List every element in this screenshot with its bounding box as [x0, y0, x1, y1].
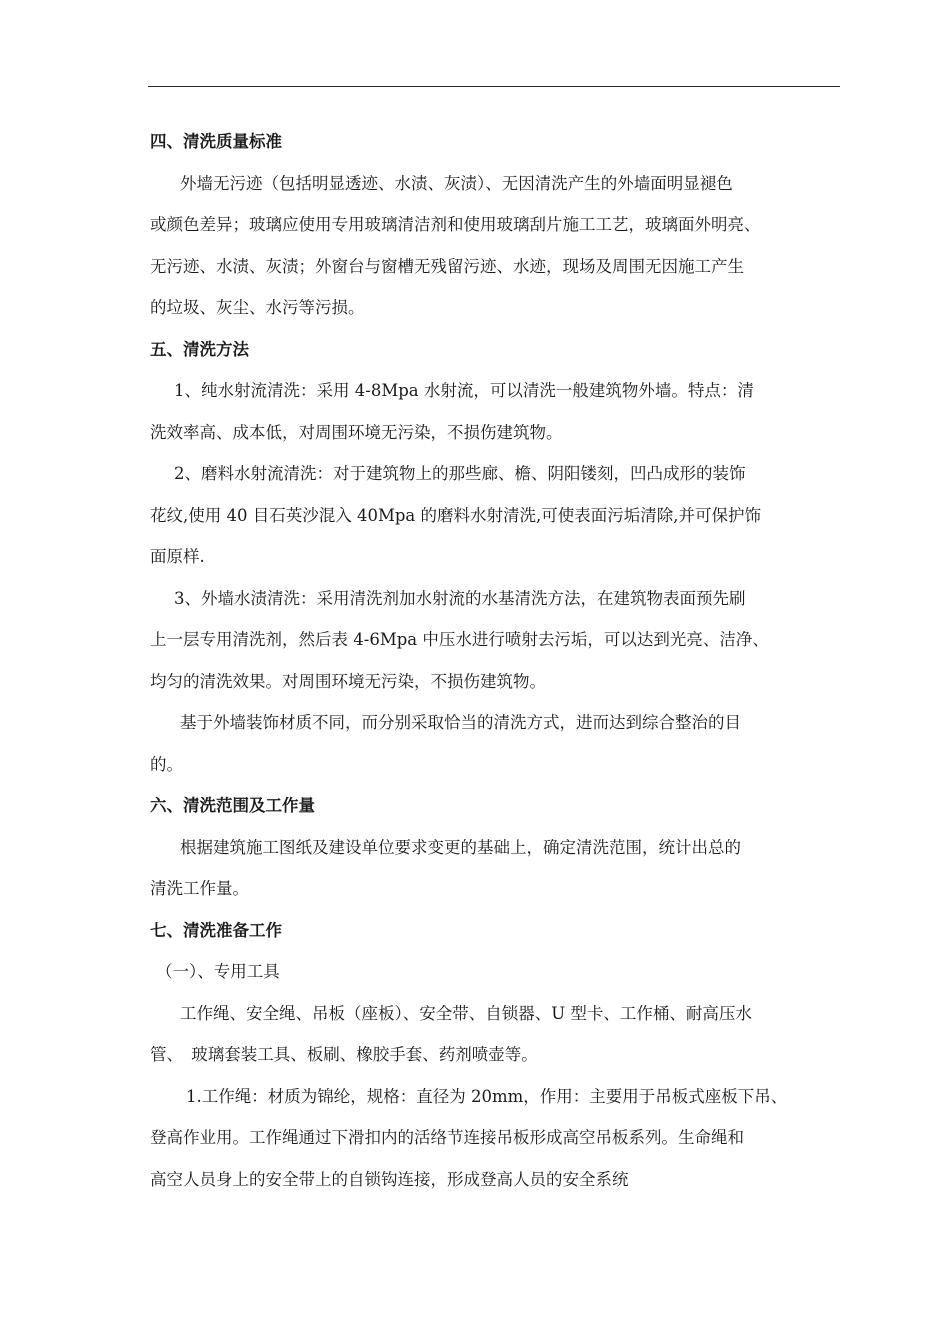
text-line: 上一层专用清洗剂，然后表 4-6Mpa 中压水进行喷射去污垢，可以达到光亮、洁净、 [150, 630, 769, 649]
text-line: 无污迹、水渍、灰渍；外窗台与窗槽无残留污迹、水迹，现场及周围无因施工产生 [150, 256, 744, 276]
text-line: 的垃圾、灰尘、水污等污损。 [150, 298, 365, 317]
text-line: 清洗工作量。 [150, 879, 249, 898]
text-line: 1.工作绳：材质为锦纶，规格：直径为 20mm，作用：主要用于吊板式座板下吊、 [186, 1086, 788, 1106]
text-line: 高空人员身上的安全带上的自锁钩连接，形成登高人员的安全系统 [150, 1169, 629, 1189]
text-line: 根据建筑施工图纸及建设单位要求变更的基础上，确定清洗范围，统计出总的 [180, 837, 741, 857]
text-line: 面原样. [150, 547, 205, 566]
text-line: 或颜色差异；玻璃应使用专用玻璃清洁剂和使用玻璃刮片施工工艺，玻璃面外明亮、 [150, 215, 761, 234]
text-line: 的。 [150, 754, 183, 774]
section-heading: 六、清洗范围及工作量 [150, 796, 315, 815]
section-heading: 四、清洗质量标准 [150, 132, 282, 151]
text-line: 工作绳、安全绳、吊板（座板）、安全带、自锁器、U 型卡、工作桶、耐高压水 [180, 1003, 752, 1023]
text-line: 均匀的清洗效果。对周围环境无污染，不损伤建筑物。 [150, 671, 546, 691]
text-line: 2、磨料水射流清洗：对于建筑物上的那些廊、檐、阴阳镂刻，凹凸成形的装饰 [174, 464, 746, 483]
header-rule [148, 86, 840, 87]
text-line: （一）、专用工具 [156, 962, 280, 981]
text-line: 3、外墙水渍清洗：采用清洗剂加水射流的水基清洗方法，在建筑物表面预先刷 [174, 588, 746, 608]
text-line: 基于外墙装饰材质不同，而分别采取恰当的清洗方式，进而达到综合整治的目 [180, 713, 741, 732]
text-line: 1、纯水射流清洗：采用 4-8Mpa 水射流，可以清洗一般建筑物外墙。特点：清 [174, 381, 754, 400]
document-body [150, 121, 840, 1200]
section-heading: 七、清洗准备工作 [150, 920, 282, 940]
text-line: 管、 玻璃套装工具、板刷、橡胶手套、药剂喷壶等。 [150, 1045, 538, 1064]
section-heading: 五、清洗方法 [150, 339, 249, 359]
text-line: 花纹,使用 40 目石英沙混入 40Mpa 的磨料水射清洗,可使表面污垢清除,并可保护饰 [150, 505, 761, 525]
text-line: 登高作业用。工作绳通过下滑扣内的活络节连接吊板形成高空吊板系列。生命绳和 [150, 1128, 744, 1147]
text-line: 洗效率高、成本低，对周围环境无污染，不损伤建筑物。 [150, 422, 563, 442]
text-line: 外墙无污迹（包括明显透迹、水渍、灰渍）、无因清洗产生的外墙面明显褪色 [180, 173, 733, 193]
